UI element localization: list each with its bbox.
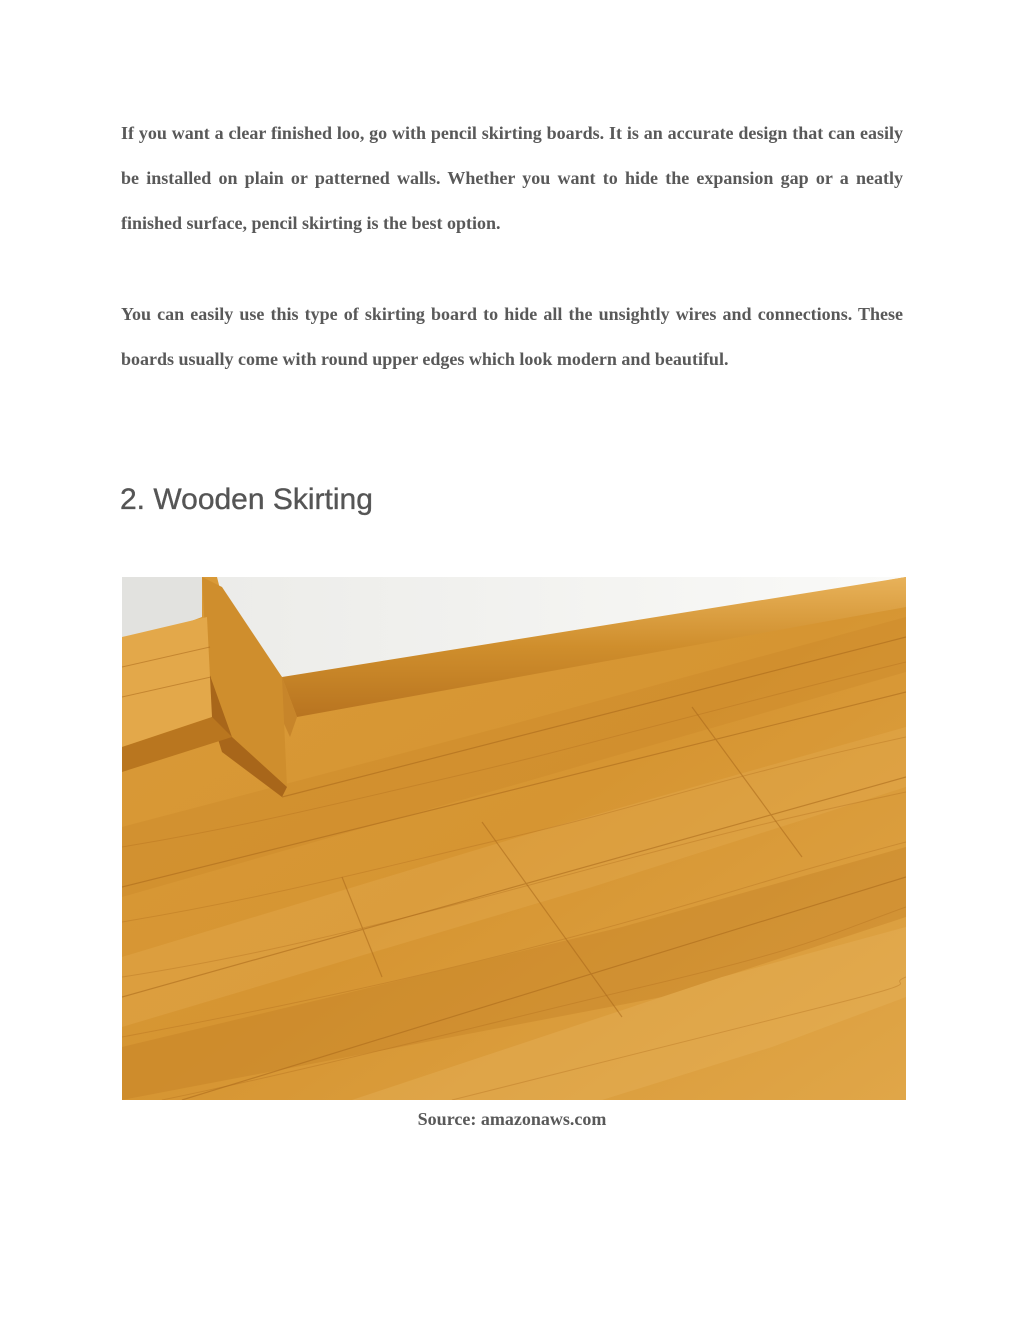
paragraph-pencil-skirting-intro: If you want a clear finished loo, go with pencil skirting boards. It is an accurate design that can easily be installed on plain or patterned walls. Whether you want to hide the expansion gap or a neatly finished surface, pencil skirting is the best option. — [121, 123, 903, 233]
wooden-skirting-photo — [122, 577, 906, 1100]
paragraph-pencil-skirting-wires: You can easily use this type of skirting board to hide all the unsightly wires and connections. These boards usually come with round upper edges which look modern and beautiful. — [121, 304, 903, 369]
section-heading-wooden-skirting: 2. Wooden Skirting — [120, 483, 373, 516]
figure-caption: Source: amazonaws.com — [417, 1109, 607, 1129]
